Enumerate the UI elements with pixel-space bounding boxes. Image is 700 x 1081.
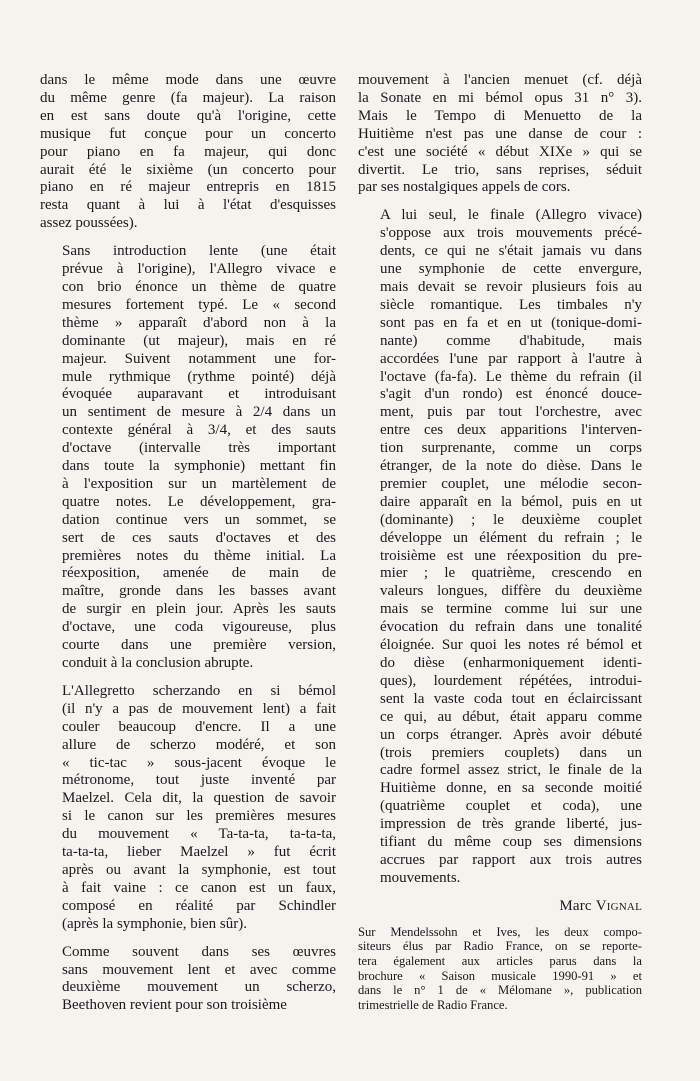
text-line: prévue à l'origine), l'Allegro vivace e	[62, 261, 336, 278]
text-line: entre ces deux apparitions l'interven-	[380, 422, 642, 439]
text-line: évoquée auparavant et introduisant	[62, 386, 336, 403]
text-line: s'oppose aux trois mouvements précé-	[380, 225, 642, 242]
text-line: assez poussées).	[40, 215, 138, 232]
text-line: dans le même mode dans une œuvre	[40, 72, 336, 88]
text-line: mais devait se revoir plusieurs fois au	[380, 278, 642, 295]
text-line: thème » apparaît d'abord non à la	[62, 314, 336, 331]
right-column-paragraph-2	[358, 207, 642, 887]
text-line: mule rythmique (rythme pointé) déjà	[62, 368, 336, 385]
text-line: maître, gronde dans les basses avant	[62, 583, 336, 600]
text-line: aurait été le sixième (un concerto pour	[40, 161, 336, 178]
text-line: un sentiment de mesure à 2/4 dans un	[62, 404, 336, 421]
text-line: la Sonate en mi bémol opus 31 n° 3).	[358, 89, 642, 106]
text-line: « tic-tac » sous-jacent évoque le	[62, 754, 336, 771]
text-line: à fait vaine : ce canon est un faux,	[62, 879, 336, 896]
text-line: mouvements.	[380, 869, 461, 886]
author-signature	[358, 898, 642, 915]
text-line: L'Allegretto scherzando en si bémol	[62, 682, 336, 699]
text-line: A lui seul, le finale (Allegro vivace)	[380, 207, 642, 224]
text-line: Sans introduction lente (une était	[62, 243, 336, 260]
text-line: (quatrième couplet et coda), une	[380, 798, 642, 815]
text-line: éloignée. Sur quoi les notes ré bémol et	[380, 637, 642, 654]
left-column-paragraph-3	[40, 683, 336, 934]
text-line: à l'exposition sur un martèlement de	[62, 475, 336, 492]
text-line: con brio énonce un thème de quatre	[62, 278, 336, 295]
text-line: premières notes du thème initial. La	[62, 547, 336, 564]
note-line: dans le n° 1 de « Mélomane », publication	[358, 983, 642, 998]
text-line: courte dans une première version,	[62, 637, 336, 654]
text-line: un corps étranger. Après avoir débuté	[380, 726, 642, 743]
text-line: d'octave, une coda vigoureuse, plus	[62, 619, 336, 636]
left-column-paragraph-2	[40, 243, 336, 673]
text-line: daire apparaît en la bémol, puis en ut	[380, 493, 642, 510]
text-line: nante) comme d'habitude, mais	[380, 332, 642, 349]
text-line: dents, ce qui ne s'était jamais vu dans	[380, 243, 642, 260]
text-line: du même genre (fa majeur). La raison	[40, 89, 336, 106]
text-line: ques), lourdement répétées, introdui-	[380, 672, 642, 689]
text-line: développe un élément du refrain ; le	[380, 529, 642, 546]
note-line: brochure « Saison musicale 1990-91 » et	[358, 968, 642, 983]
text-line: Huitième n'est pas une danse de cour :	[358, 125, 642, 142]
text-line: contexte général à 3/4, et des sauts	[62, 422, 336, 439]
text-line: (il n'y a pas de mouvement lent) a fait	[62, 700, 336, 717]
author-first-name: Marc	[559, 897, 596, 914]
text-line: de surgir en plein jour. Après les sauts	[62, 601, 336, 618]
text-line: mesures fortement typé. Le « second	[62, 296, 336, 313]
text-line: une symphonie de cette envergure,	[380, 261, 642, 278]
text-line: deuxième mouvement un scherzo,	[62, 979, 336, 996]
text-line: do dièse (enharmoniquement identi-	[380, 655, 642, 671]
text-line: dans toute la symphonie) mettant fin	[62, 458, 336, 475]
text-line: s'agit d'un rondo) est énoncé douce-	[380, 386, 642, 403]
text-line: allure de scherzo modéré, et son	[62, 736, 336, 753]
left-column	[40, 72, 336, 1025]
text-line: évocation du refrain dans une tonalité	[380, 619, 642, 636]
text-line: quatre notes. Le développement, gra-	[62, 493, 336, 510]
left-column-paragraph-1	[40, 72, 336, 233]
text-line: impression de très grande liberté, jus-	[380, 816, 642, 833]
text-line: dominante (ut majeur), mais en ré	[62, 332, 336, 349]
right-column-paragraph-1	[358, 72, 642, 197]
text-line: musique fut conçue pour un concerto	[40, 125, 336, 142]
text-line: (trois premiers couplets) dans un	[380, 744, 642, 761]
text-line: valeurs longues, diffère du deuxième	[380, 583, 642, 600]
text-line: ta-ta-ta, lieber Maelzel » fut écrit	[62, 844, 336, 861]
text-line: ment, puis par tout l'orchestre, avec	[380, 404, 642, 421]
text-line: mais se termine comme lui sur une	[380, 601, 642, 618]
text-line: mier ; le quatrième, crescendo en	[380, 565, 642, 582]
note-line: siteurs élus par Radio France, on se reporte-	[358, 939, 642, 954]
text-line: sent la vaste coda tout en éclaircissant	[380, 690, 642, 707]
text-line: Comme souvent dans ses œuvres	[62, 943, 336, 960]
text-line: en est sans doute qu'à l'origine, cette	[40, 107, 336, 124]
note-line: tera également aux articles parus dans la	[358, 953, 642, 968]
text-line: mouvement à l'ancien menuet (cf. déjà	[358, 72, 642, 88]
text-line: si le canon sur les premières mesures	[62, 808, 336, 825]
editorial-note	[358, 925, 642, 1013]
text-line: après ou avant la symphonie, est tout	[62, 861, 336, 878]
text-line: Beethoven revient pour son troisième	[62, 997, 287, 1014]
text-line: accordées l'une par rapport à l'autre à	[380, 350, 642, 367]
text-line: pour piano en fa majeur, qui donc	[40, 143, 336, 160]
note-line: Sur Mendelssohn et Ives, les deux compo-	[358, 924, 642, 939]
text-line: dation continue vers un sommet, se	[62, 511, 336, 528]
note-line: trimestrielle de Radio France.	[358, 997, 508, 1012]
text-line: du mouvement « Ta-ta-ta, ta-ta-ta,	[62, 826, 336, 843]
text-line: (dominante) ; le deuxième couplet	[380, 511, 642, 528]
right-column	[358, 72, 642, 1012]
left-column-paragraph-4	[40, 944, 336, 1016]
text-line: cadre formel assez strict, le finale de la	[380, 762, 642, 779]
text-line: par ses nostalgiques appels de cors.	[358, 179, 571, 196]
text-line: l'octave (fa-fa). Le thème du refrain (il	[380, 368, 642, 385]
text-line: majeur. Suivent notamment une for-	[62, 350, 336, 367]
text-line: étranger, de la note do dièse. Dans le	[380, 458, 642, 475]
text-line: sert de ces sauts d'octaves et des	[62, 529, 336, 546]
text-line: c'est une société « début XIXe » qui se	[358, 143, 642, 160]
text-line: sont pas en fa et en ut (tonique-domi-	[380, 314, 642, 331]
text-line: accrues par rapport aux trois autres	[380, 851, 642, 868]
text-line: sans mouvement lent et avec comme	[62, 961, 336, 978]
text-line: tion surprenante, comme un corps	[380, 440, 642, 457]
text-line: d'octave (intervalle très important	[62, 440, 336, 457]
text-line: Mais le Tempo di Menuetto de la	[358, 107, 642, 124]
text-line: réexposition, amenée de main de	[62, 565, 336, 582]
text-line: Maelzel. Cela dit, la question de savoir	[62, 790, 336, 807]
text-line: divertit. Le trio, sans reprises, séduit	[358, 161, 642, 178]
text-line: premier couplet, une mélodie secon-	[380, 475, 642, 492]
author-last-name: Vignal	[595, 897, 642, 914]
text-line: (après la symphonie, bien sûr).	[62, 915, 247, 932]
text-line: métronome, tout juste inventé par	[62, 772, 336, 789]
text-line: conduit à la conclusion abrupte.	[62, 655, 254, 671]
text-line: composé en réalité par Schindler	[62, 897, 336, 914]
text-line: piano en ré majeur entrepris en 1815	[40, 179, 336, 196]
text-line: siècle romantique. Les timbales n'y	[380, 296, 642, 313]
text-line: resta quant à lui à l'état d'esquisses	[40, 197, 336, 214]
text-line: couler beaucoup d'encre. Il a une	[62, 718, 336, 735]
text-line: Huitième donne, en sa seconde moitié	[380, 780, 642, 797]
text-line: troisième est une réexposition du pre-	[380, 547, 642, 564]
text-line: tifiant du même coup ses dimensions	[380, 834, 642, 851]
text-line: ce qui, au début, était apparu comme	[380, 708, 642, 725]
